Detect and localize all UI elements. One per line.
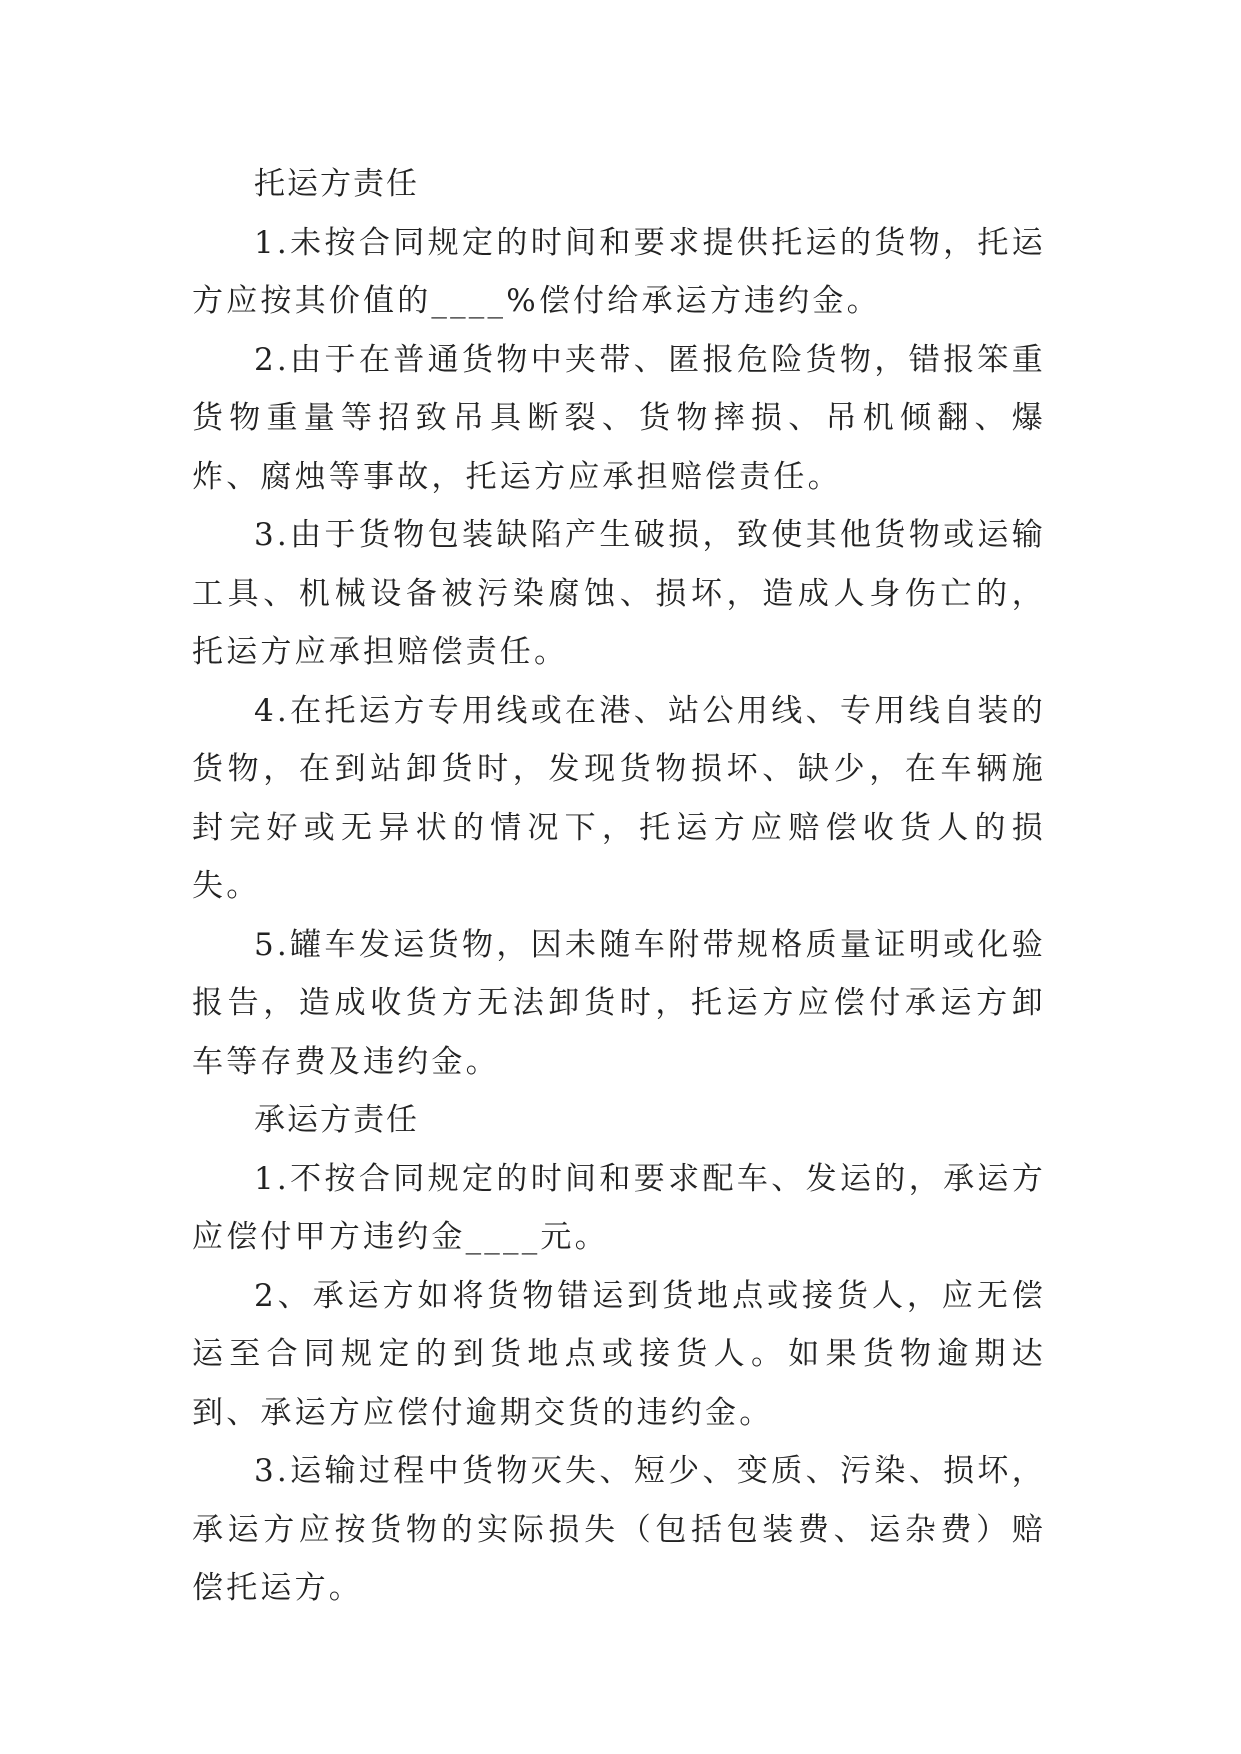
carrier-clause-2: 2、承运方如将货物错运到货地点或接货人，应无偿运至合同规定的到货地点或接货人。如果货物逾期达到、承运方应偿付逾期交货的违约金。	[192, 1277, 1046, 1431]
carrier-clause-1: 1.不按合同规定的时间和要求配车、发运的，承运方应偿付甲方违约金____元。	[192, 1160, 1046, 1255]
document-body	[192, 155, 1046, 1618]
shipper-clause-2: 2.由于在普通货物中夹带、匿报危险货物，错报笨重货物重量等招致吊具断裂、货物摔损、吊机倾翻、爆炸、腐烛等事故，托运方应承担赔偿责任。	[192, 341, 1046, 495]
shipper-clause-3: 3.由于货物包装缺陷产生破损，致使其他货物或运输工具、机械设备被污染腐蚀、损坏，造成人身伤亡的，托运方应承担赔偿责任。	[192, 517, 1046, 670]
shipper-clause-5: 5.罐车发运货物，因未随车附带规格质量证明或化验报告，造成收货方无法卸货时，托运方应偿付承运方卸车等存费及违约金。	[192, 926, 1046, 1080]
shipper-clause-1: 1.未按合同规定的时间和要求提供托运的货物，托运方应按其价值的____%偿付给承运方违约金。	[192, 224, 1046, 319]
shipper-liability-heading: 托运方责任	[254, 166, 419, 202]
shipper-clause-4: 4.在托运方专用线或在港、站公用线、专用线自装的货物，在到站卸货时，发现货物损坏、缺少，在车辆施封完好或无异状的情况下，托运方应赔偿收货人的损失。	[192, 692, 1046, 904]
carrier-liability-heading: 承运方责任	[254, 1102, 419, 1138]
carrier-clause-3: 3.运输过程中货物灭失、短少、变质、污染、损坏，承运方应按货物的实际损失（包括包装费、运杂费）赔偿托运方。	[192, 1453, 1046, 1606]
